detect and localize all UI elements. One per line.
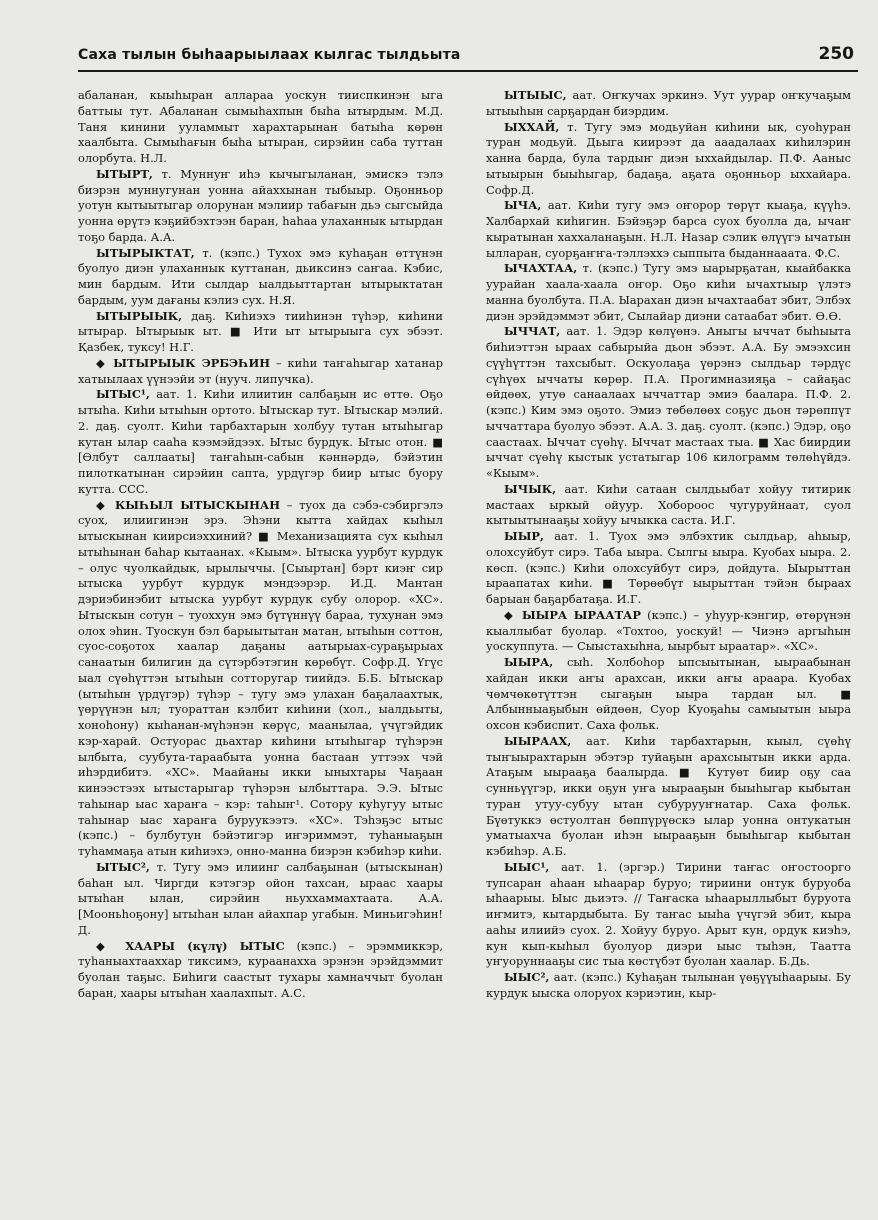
definition: т. Тугу эмэ модьуйан киһини ык, суоһуран туран модьуй. Дьыга киирээт да ааадалаах киһилэрин ханна барда, була тардыҥ диэн ыххайдылар. П.Ф. Ааныс ытыырын быыһыгар, бадаҕа, аҕата оҕонньор ыххайара. Софр.Д. [486, 119, 851, 197]
definition: т. Муннуҥ иһэ кычыгыланан, эмискэ тэлэ биэрэн муннугунан уонна айаххынан тыбыыр. Оҕонньор уотун кытыытыгар олорунан мэлиир табағын дьэ сыгсыйда уонна өрүтэ кэҕийбэхтээн баран, һаһаа улаханнык ытырдан тоҕо барда. А.А. [78, 166, 444, 244]
headword: ЫТЫС², [96, 859, 150, 874]
headword: ◆ ЫТЫРЫЫК ЭРБЭҺИН [96, 355, 271, 370]
dictionary-entry [486, 970, 851, 1002]
headword: ЫЫС², [504, 970, 550, 984]
dictionary-entry [486, 734, 851, 860]
entry-continuation: абаланан, кыыһыран алларaа уоскун тииспкинэн ыга баттыы тут. Абаланан сымыһахпын быһа ытырдым. М.Д. Таня кинини ууламмыт харахтарынан батыһа көрөн хаалбыта. Сымыһағын быһа ытыран, сирэйин саба туттан олорбута. Н.Л. [78, 88, 443, 165]
headword: ЫТЫРЫЫК, [96, 308, 183, 323]
headword: ЫТЫРЫКТАТ, [96, 245, 195, 260]
right-column [486, 88, 851, 1002]
definition: – киһи таҥаһыгар хатанар хатыылаах үүнээйи эт (нууч. липучка). [78, 355, 443, 386]
headword: ЫЫРА, [504, 655, 554, 669]
headword: ЫЧАХТАА, [504, 261, 578, 276]
definition: аат. Киһи сатаан сылдьыбат хойуу титирик мастаах ыркый ойуур. Хобороос чугуруйнаат, суол кытыытынааҕы хойуу ычыкка саста. И.Г. [486, 481, 851, 528]
definition: аат. Киһи тарбахтарын, кыыл, сүөһү тыҥыырахтарын эбэтэр туйаҕын арахсыытын икки арда. Атаҕым ыырааҕа баалырда. ■ Кутуөт биир оҕу саа сунньүүгэр, икки оҕун уҥа ыырааҕын быыһыгар кыбытан туран утуу-субуу ытан субурууҥнатар. Саха фольк. Бүөтуккэ өстуолтан бөппүрүөскэ ылар уонна онтукатын уматыахча буолан иһэн ыырааҕын быыһыгар кыбытан кэбиһэр. А.Б. [486, 733, 851, 858]
dictionary-entry [78, 309, 443, 356]
definition: аат. Киһи тугу эмэ оҥорор төрүт кыаҕа, күүһэ. Халбархай киһигин. Бэйэҕэр барса суох буолла да, ычаҥ кыратынан хаххаланаҕын. Н.Л. Назар сэлик өлүүгэ ычатын ылларан, суорҕаҥҥа-тэллэххэ сыппыта быданнааата. Ф.С. [486, 198, 852, 260]
dictionary-entry [78, 498, 443, 860]
headword: ЫЫР, [504, 529, 544, 543]
headword: ЫЧА, [504, 198, 542, 213]
headword: ЫТЫС¹, [96, 387, 150, 402]
dictionary-entry [486, 482, 851, 529]
headword: ◆ КЫҺЫЛ ЫТЫСКЫНАН [96, 497, 280, 512]
dictionary-entry [486, 261, 851, 324]
definition: аат. 1. Туох эмэ элбэхтик сылдьар, аһыыр, олохсуйбут сирэ. Таба ыыра. Сылгы ыыра. Куобах ыыра. 2. көсп. (кэпс.) Киһи олохсуйбут сирэ, дойдута. Ыырыттан ыраапатах киһи. ■ Төрөөбүт ыырыттан тэйэн быраах барыан баҕарбатаҕа. И.Г. [486, 529, 852, 606]
headword: ЫТЫРТ, [96, 166, 153, 181]
dictionary-entry [486, 120, 851, 199]
dictionary-entry [78, 387, 443, 497]
dictionary-entry [486, 324, 851, 482]
definition: т. (кэпс.) Тугу эмэ ыарырҕатан, кыайбакка уурайан хаала-хаала оҥор. Оҕо киһи ычахтыыр үлэтэ манна буолбута. П.А. Ыарахан диэн ычахтаабат эбит, Элбэх диэн эрэйдэммэт эбит, Сылайар диэни сатаабат эбит. Ө.Ө. [486, 261, 852, 323]
definition: аат. 1. (эргэр.) Тирини таҥас оҥостоорго тупсаран аһаан ыһаарар буруо; тириини онтук буруоба ыһаарыы. Ыыс дьиэтэ. // Таҥаска ыһаарыллыбыт буруота иҥмитэ, кытардыбыта. Бу таҥас ыыһа үчүгэй эбит, кыра ааһы илиийэ суох. 2. Хойуу буруо. Арыт кун, ордук киэһэ, кун кып-кыһыл буолуор диэри ыыс тыһэн, Таатта уҥуоруннааҕы сис тыа көстүбэт буолан хаалар. Б.Дь. [486, 859, 851, 969]
definition: (кэпс.) – уһуур-кэнгир, өтөрүнэн кыаллыбат буолар. «Тохтоо, уоскуй! — Чиэнэ аргыһын уоскуппута. — Сыыстахыһна, ыырбыт ыраатар». «ХС». [486, 607, 851, 654]
headword: ЫЧЫК, [504, 481, 557, 496]
dictionary-entry [78, 356, 443, 388]
definition: т. (кэпс.) Тухох эмэ куһаҕан өттүнэн буолуо диэн улаханнык куттанан, дьиксинэ саҥаа. Кэбис, мин бардым. Ити сылдар ыалдьыттартан ытырыктатан бардым, уум дағаны кэлиэ сух. Н.Я. [78, 245, 443, 307]
dictionary-entry [78, 860, 443, 939]
definition: – туох да сэбэ-сэбиргэлэ суох, илиигинэн эрэ. Эһэни кытта хайдах кыһыл ытыскынан киирсиэххиний? ■ Механизацията сух кыһыл ытыһынан баһар кытаанах. «Кыым». Ытыска уурбут курдук – олус чуолкайдык, ырылыччы. [Сыыртан] бэрт киэҥ сир ытыска уурбут курдук мэндээрэр. И.Д. Мантан дэриэбинэбит ытыска уурбут курдук субу олорор. «ХС». Ытыскын сотун – туоххун эмэ бүтүннүү бараа, тухунан эмэ олох эһин. Туоскун бэл барыытытан матан, ытыһын соттон, суос-соҕотох хаалар даҕаны аатырыах-сураҕырыах санаатын билигин да сүтэрбэтэгин көрөбүт. Софр.Д. Үгүс ыал сүөһүттэн ытыһын сотторугар тиийдэ. Б.Б. Ытыскар (ытыһын үрдүгэр) түһэр – тугу эмэ улахан баҕалаахтык, үөрүүнэн ыл; туораттан кэлбит киһини (хол., ыалдьыты, хоноһону) кыһанан-мүһэнэн көрүс, маанылаа, үчүгэйдик кэр-харай. Остуорас дьахтар киһини ытыһыгар түһэрэн ылбыта, суубута-тараабыта уонна бастаан уттээх чэй иһэрдибитэ. «ХС». Маайаны икки ыныхтары Чаҕаан кинээстээх ытыстарыгар түһэрэн ылбыттара. Э.Э. Ытыс таһынар ыас хараҥа – кэр: таһыҥ¹. Сотору куһугуу ытыс таһынар ыас хараҥа буруукээтэ. «ХС». Тэһэҕэс ытыс (кэпс.) – булбутун бэйэтигэр иҥэриммэт, туһаныаҕын туһаммаҕа атын киһиэхэ, онно-манна биэрэн кэбиһэр киһи. [78, 497, 443, 858]
definition: аат. (кэпс.) Куһаҕан тылынан үөҕүүыһаарыы. Бу курдук ыыска олоруох кэриэтин, кыр- [486, 970, 851, 1000]
definition: даҕ. Киһиэхэ тииһинэн түһэр, киһини ытырар. Ытырыык ыт. ■ Ити ыт ытырыыга сух эбээт. Қазбек, туксу! Н.Г. [78, 308, 443, 354]
headword: ЫЫС¹, [504, 859, 550, 874]
page-number: 250 [818, 44, 854, 64]
running-title: Саха тылын быһаарыылаах кылгас тылдьыта [78, 47, 461, 63]
definition: (кэпс.) – эрэммиккэр, туһаныахтааххар тиксимэ, кураанахха эрэнэн эрэйдэммит буолан таҕыс. Биһиги саастыт тухары хамначчыт буолан баран, хаары ытыһан хаалахпыт. А.С. [78, 938, 443, 1000]
definition: аат. 1. Киһи илиитин салбаҕын ис өттө. Оҕо ытыһа. Киһи ытыһын ортото. Ытыскар тут. Ытыскар мэлий. 2. даҕ. суолт. Киһи тарбахтарын холбуу тутан ытыһыгар кутан ылар сааһа кээмэйдээх. Ытыс бурдук. Ытыс отон. ■ [Өлбут саллааты] таҥаһын-сабын кәннәрдә, бэйэтин пилоткатынан сирэйин сапта, урдүгэр биир ытыс буору кутта. ССС. [78, 387, 443, 496]
dictionary-entry [486, 655, 851, 734]
definition: т. Тугу эмэ илиинг салбаҕынан (ытыскынан) баһан ыл. Чиргди кэтэгэр ойон тахсан, ыраас хаары ытыһан ылан, сирэйин ньуххаммахтаата. А.А. [Мооньһоҕону] ытыһан ылан айахпар угабын. Миньигэһин! Д. [78, 859, 443, 937]
headword: ◆ ЫЫРА ЫРААТАР [504, 607, 641, 622]
running-header [78, 44, 858, 72]
headword: ◆ ХААРЫ (күлү) ЫТЫС [96, 938, 285, 953]
definition: аат. Оҥкучах эркинэ. Уут уурар оҥкучаҕым ытыыһын сарҕардан биэрдим. [486, 88, 851, 118]
dictionary-entry [486, 529, 851, 608]
dictionary-entry [486, 860, 851, 970]
definition: аат. 1. Эдэр көлүөнэ. Аныгы ыччат быһыыта биһиэттэн ыраах сабырыйа дьон эбээт. А.А. Бу эмээхсин сүүһүттэн тахсыбыт. Оскуолаҕа үөрэнэ сылдьар тәрдүс сүһүөх ыччаты көрөр. П.А. Прогимназияҕа – сайаҕас өйдөөх, утуө санаалаах ыччаттар эмиэ баалара. П.Ф. 2. (кэпс.) Ким эмэ оҕото. Эмиэ төбөлөөх соҕус дьон тәрөппүт ыччаттара буолуо эбээт. А.А. 3. даҕ. суолт. (кэпс.) Эдэр, оҕо саастаах. Ыччат сүөһү. Ыччат мастаах тыа. ■ Хас биирдии ыччат сүөһү кыстык устатыгар 106 килограмм төлөһүйдэ. «Кыым». [486, 324, 852, 480]
dictionary-entry [486, 198, 851, 261]
dictionary-entry [486, 608, 851, 655]
dictionary-entry [78, 167, 443, 246]
dictionary-entry [78, 246, 443, 309]
dictionary-entry [486, 88, 851, 120]
headword: ЫХХАЙ, [504, 119, 560, 134]
definition: сыһ. Холбоһор ыпсыытынан, ыыраабынан хайдан икки аҥы арахсан, икки аҥы араара. Куобах чөмчөкөтүттэн сыгаҕын ыыра тардан ыл. ■ Албынныаҕыбын өйдөөн, Суор Куоҕаһы самыытын ыыра охсон кэбиспит. Саха фольк. [486, 655, 852, 732]
headword: ЫЧЧАТ, [504, 324, 561, 339]
dictionary-entry [78, 939, 443, 1002]
headword: ЫТЫЫС, [504, 88, 567, 102]
headword: ЫЫРААХ, [504, 733, 572, 748]
left-column [78, 88, 443, 1002]
